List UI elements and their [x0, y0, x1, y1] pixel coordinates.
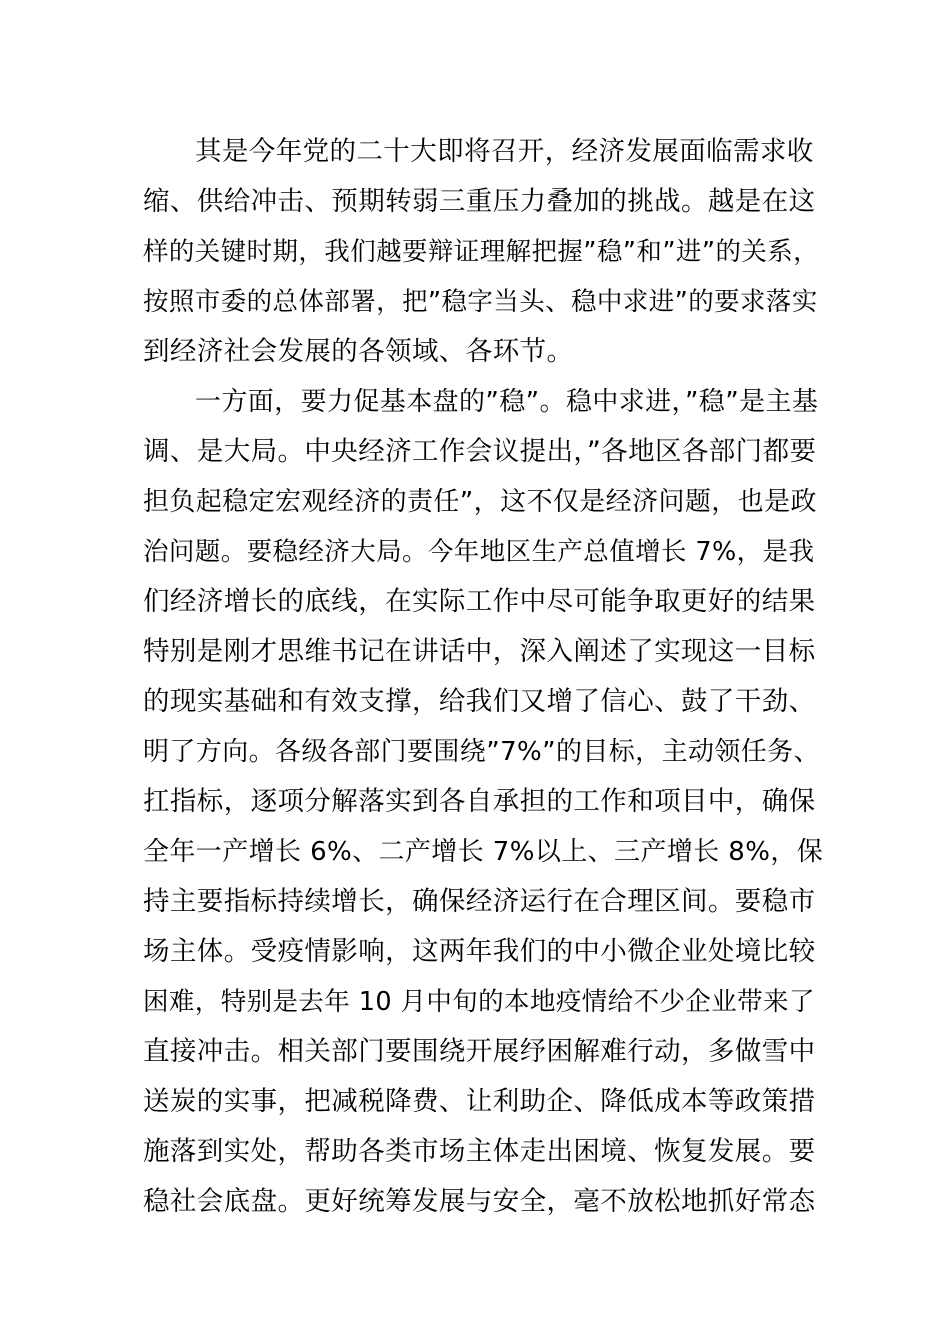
text-line: 全年一产增长 6%、二产增长 7%以上、三产增长 8%，保: [143, 837, 824, 867]
text-line: 缩、供给冲击、预期转弱三重压力叠加的挑战。越是在这: [143, 186, 816, 217]
text-line: 按照市委的总体部署，把”稳字当头、稳中求进”的要求落实: [143, 287, 818, 317]
text-line: 们经济增长的底线，在实际工作中尽可能争取更好的结果: [143, 586, 816, 617]
text-line: 特别是刚才思维书记在讲话中，深入阐述了实现这一目标: [143, 636, 816, 667]
document-body: [143, 127, 823, 1227]
text-line: 调、是大局。中央经济工作会议提出，”各地区各部门都要: [143, 436, 817, 467]
text-line: 直接冲击。相关部门要围绕开展纾困解难行动，多做雪中: [143, 1036, 816, 1067]
text-line: 持主要指标持续增长，确保经济运行在合理区间。要稳市: [143, 886, 816, 917]
text-line: 明了方向。各级各部门要围绕”7%”的目标，主动领任务、: [143, 737, 820, 767]
text-line: 送炭的实事，把减税降费、让利助企、降低成本等政策措: [143, 1086, 816, 1117]
text-line: 一方面，要力促基本盘的”稳”。稳中求进，”稳”是主基: [195, 387, 819, 417]
text-line: 治问题。要稳经济大局。今年地区生产总值增长 7%，是我: [143, 537, 815, 567]
text-line: 样的关键时期，我们越要辩证理解把握”稳”和”进”的关系，: [143, 237, 820, 267]
text-line: 场主体。受疫情影响，这两年我们的中小微企业处境比较: [143, 936, 816, 967]
text-line: 稳社会底盘。更好统筹发展与安全，毫不放松地抓好常态: [143, 1186, 816, 1217]
text-line: 施落到实处，帮助各类市场主体走出困境、恢复发展。要: [143, 1136, 816, 1167]
text-line: 到经济社会发展的各领域、各环节。: [143, 336, 574, 367]
text-line: 困难，特别是去年 10 月中旬的本地疫情给不少企业带来了: [143, 987, 815, 1017]
text-line: 的现实基础和有效支撑，给我们又增了信心、鼓了干劲、: [143, 686, 816, 717]
text-line: 担负起稳定宏观经济的责任”，这不仅是经济问题，也是政: [143, 487, 817, 517]
text-line: 其是今年党的二十大即将召开，经济发展面临需求收: [195, 136, 814, 167]
text-line: 扛指标，逐项分解落实到各自承担的工作和项目中，确保: [143, 786, 816, 817]
